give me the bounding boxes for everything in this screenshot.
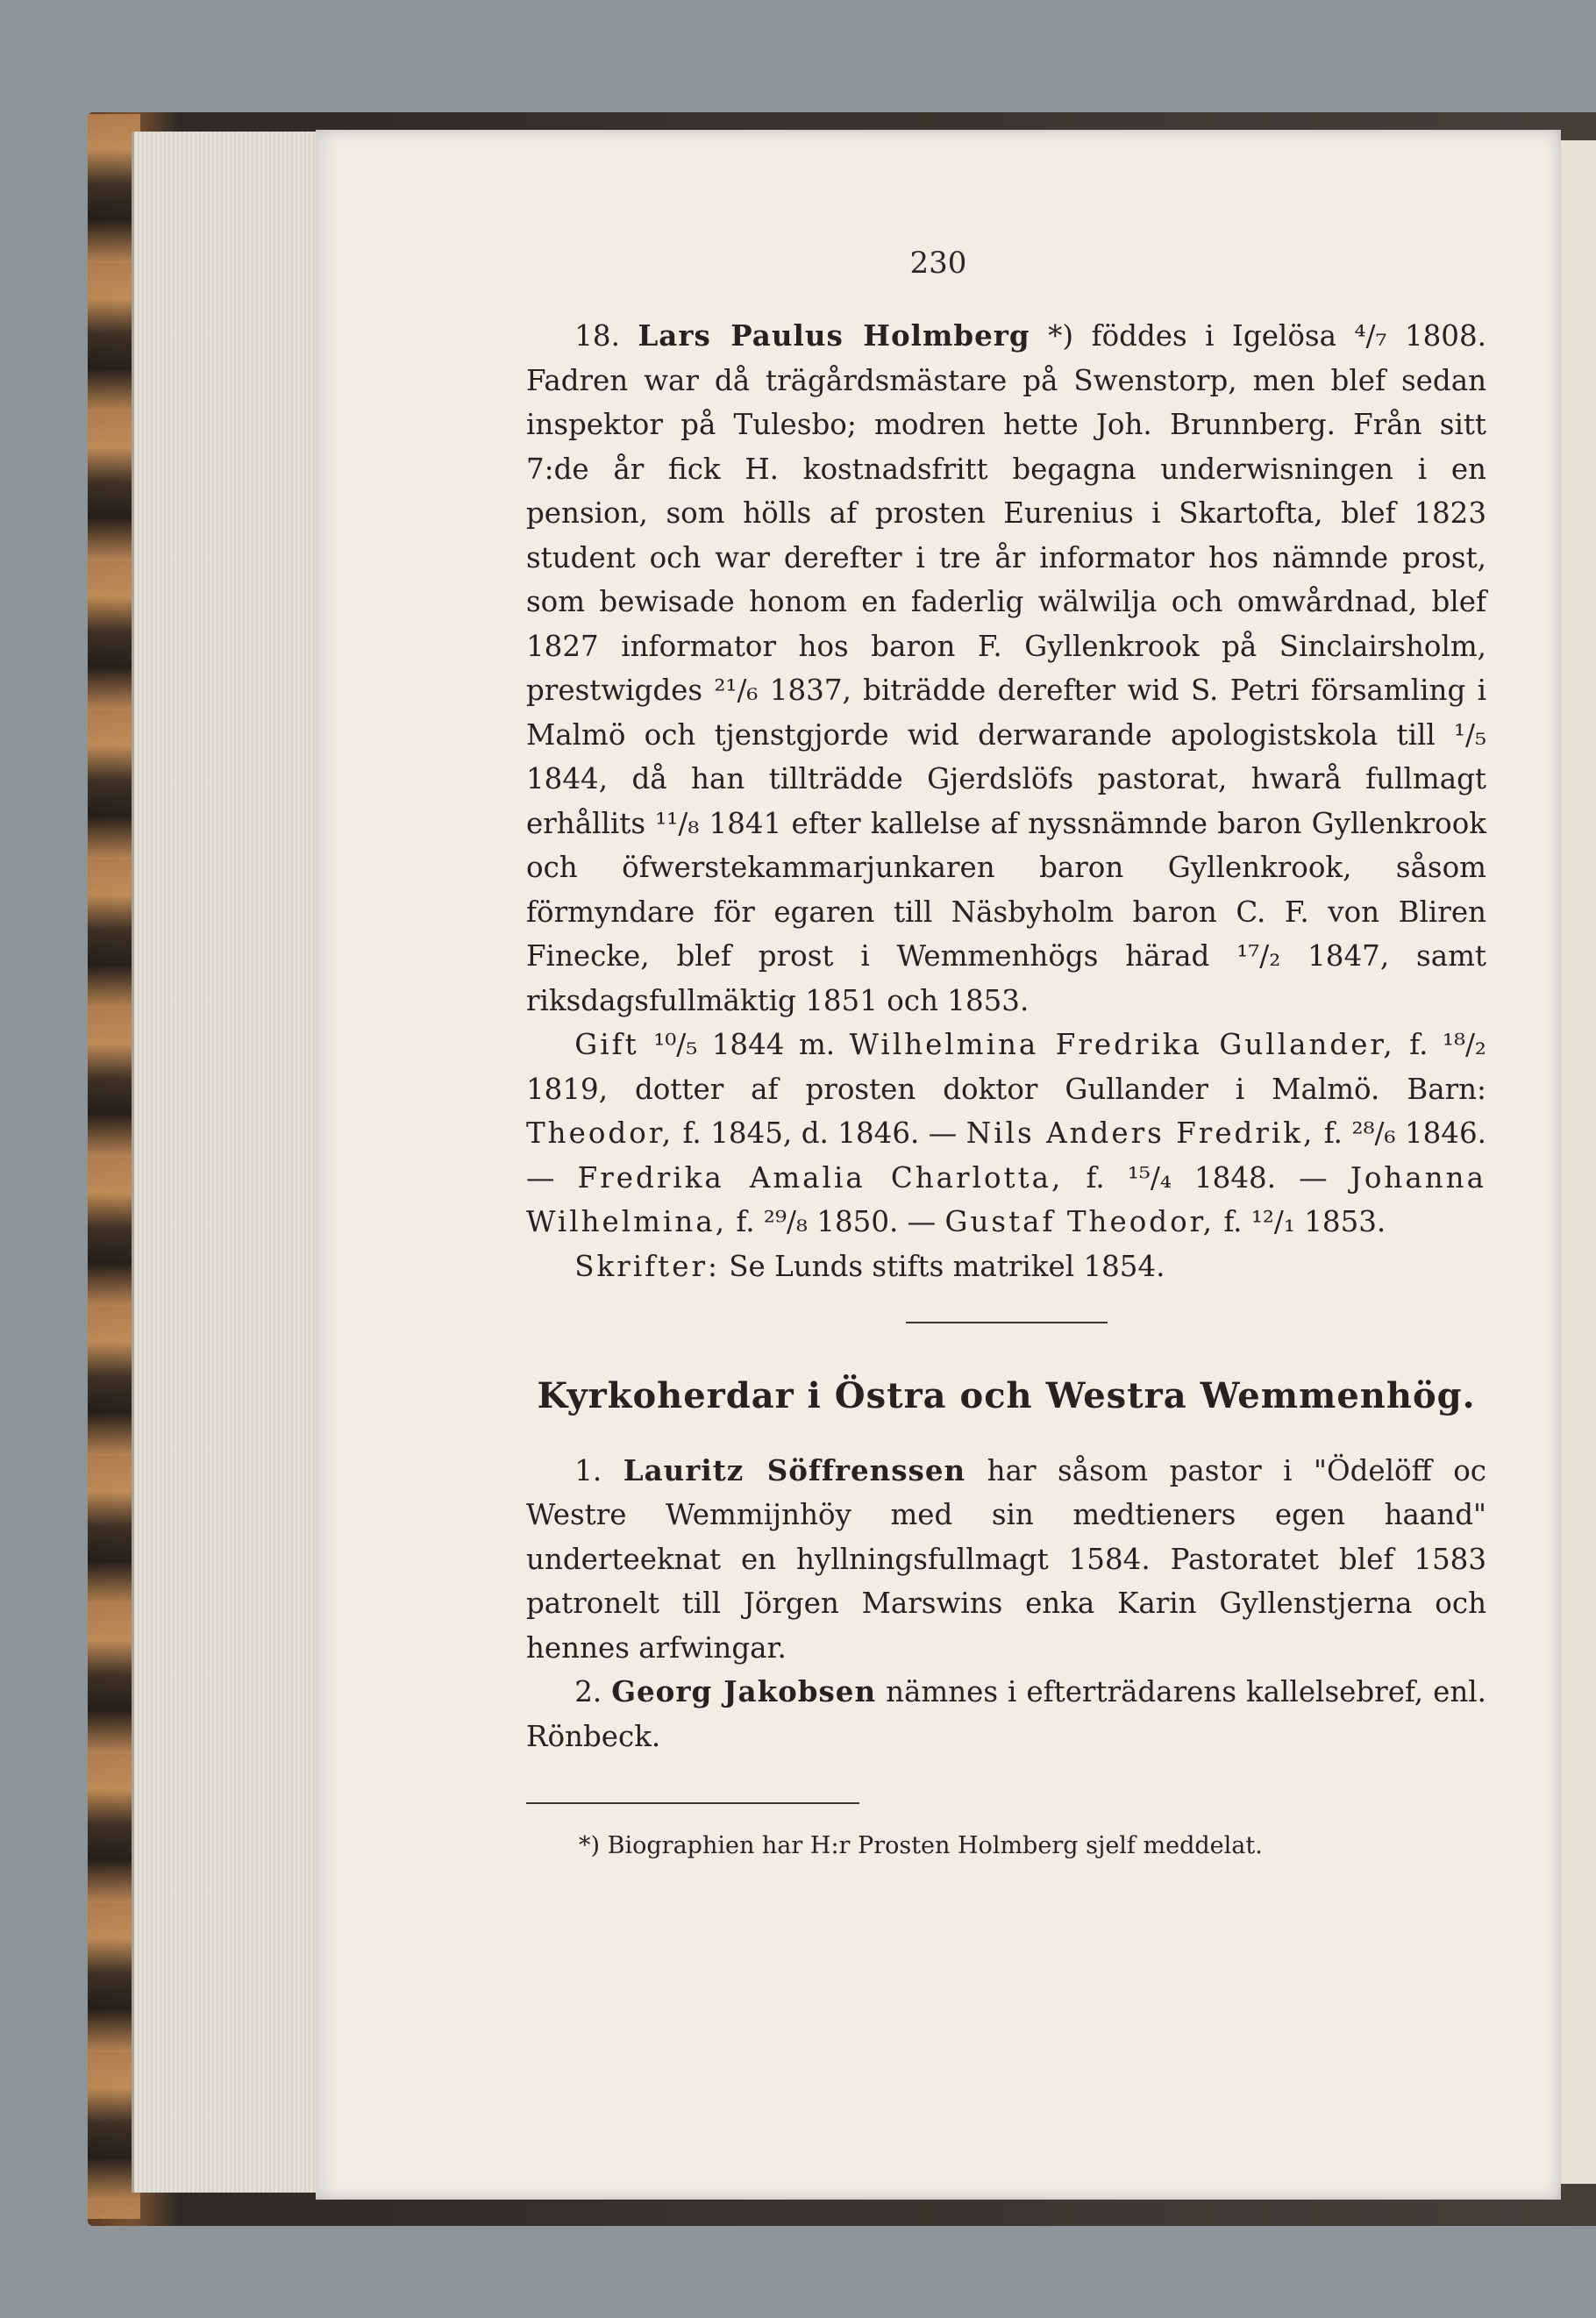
child-text: f. ²⁹/₈ 1850. —: [736, 1205, 937, 1238]
child-text: f. ¹²/₁ 1853.: [1223, 1205, 1386, 1238]
wife-text: f. ¹⁸/₂ 1819, dotter af prosten doktor Gullander i Malmö.: [526, 1028, 1486, 1106]
child-text: f. 1845, d. 1846. —: [682, 1116, 958, 1150]
footnote: [526, 1829, 1486, 1864]
entry-number: 18.: [574, 319, 620, 353]
entry-text: föddes i Igelösa ⁴/₇ 1808. Fadren war då trägårdsmästare på Swenstorp, men blef sedan inspektor på Tulesbo; modren hette Joh. Brunnberg. Från sitt 7:de år fick H. kostnadsfritt begagna underwisningen i en pension, som hölls af prosten Eurenius i Skartofta, blef 1823 student och war derefter i tre år informator hos nämnde prost, som bewisade honom en faderlig wälwilja och omwårdnad, blef 1827 informator hos baron F. Gyllenkrook på Sinclairsholm, prestwigdes ²¹/₆ 1837, biträdde derefter wid S. Petri församling i Malmö och tjenstgjorde wid derwarande apologistskola till ¹/₅ 1844, då han tillträdde Gjerdslöfs pastorat, hwarå fullmagt erhållits ¹¹/₈ 1841 efter kallelse af nyssnämnde baron Gyllenkrook och öfwerstekammarjunkaren baron Gyllenkrook, såsom förmyndare för egaren till Näsbyholm baron C. F. von Bliren Finecke, blef prost i Wemmenhögs härad ¹⁷/₂ 1847, samt riksdagsfullmäktig 1851 och 1853.: [526, 319, 1486, 1017]
child-name: Johanna Wilhelmina,: [526, 1160, 1486, 1238]
child-text: f. ¹⁵/₄ 1848. —: [1086, 1160, 1328, 1195]
footnote-mark: *): [579, 1832, 601, 1859]
entry-name: Lauritz Söffrenssen: [623, 1452, 966, 1487]
entry-18: [526, 314, 1486, 1023]
section-divider: [906, 1322, 1108, 1323]
child-text: f. ²⁸/₆ 1846. —: [526, 1116, 1486, 1195]
skrifter-label: Skrifter:: [574, 1249, 720, 1283]
entry-text: nämnes i efterträdarens kallelsebref, enl. Rönbeck.: [526, 1675, 1486, 1753]
child-name: Gustaf Theodor,: [944, 1205, 1215, 1238]
page-number: 230: [909, 246, 967, 281]
child-name: Theodor,: [526, 1116, 674, 1150]
child-name: Fredrika Amalia Charlotta,: [577, 1160, 1064, 1195]
child-name: Nils Anders Fredrik,: [965, 1116, 1315, 1150]
entry-1: [526, 1449, 1486, 1671]
entry-name: Georg Jakobsen: [611, 1674, 877, 1708]
book-page: [316, 130, 1561, 2200]
entry-number: 1.: [574, 1453, 602, 1487]
footnote-mark: *): [1048, 319, 1074, 353]
barn-label: Barn:: [1407, 1072, 1486, 1106]
page-text: [526, 314, 1486, 1864]
page-edges: [132, 132, 336, 2193]
entry-name: Lars Paulus Holmberg: [638, 318, 1030, 353]
writings-paragraph: [526, 1245, 1486, 1289]
footnote-text: Biographien har H:r Prosten Holmberg sjelf meddelat.: [607, 1832, 1263, 1859]
skrifter-text: Se Lunds stifts matrikel 1854.: [729, 1249, 1165, 1283]
entry-text: har såsom pastor i "Ödelöff oc Westre Wemmijnhöy med sin medtieners egen haand" underteeknat en hyllningsfullmagt 1584. Pastoratet blef 1583 patronelt till Jörgen Marswins enka Karin Gyllenstjerna och hennes arfwingar.: [526, 1453, 1486, 1665]
gift-label: Gift: [574, 1028, 639, 1061]
facing-page-edge: [1559, 140, 1596, 2184]
section-heading: Kyrkoherdar i Östra och Westra Wemmenhög.: [537, 1375, 1476, 1416]
wife-name: Wilhelmina Fredrika Gullander,: [849, 1028, 1395, 1061]
footnote-divider: [526, 1802, 859, 1804]
gift-text: ¹⁰/₅ 1844 m.: [653, 1028, 836, 1061]
marriage-paragraph: [526, 1023, 1486, 1245]
entry-number: 2.: [574, 1675, 602, 1708]
entry-2: [526, 1670, 1486, 1758]
